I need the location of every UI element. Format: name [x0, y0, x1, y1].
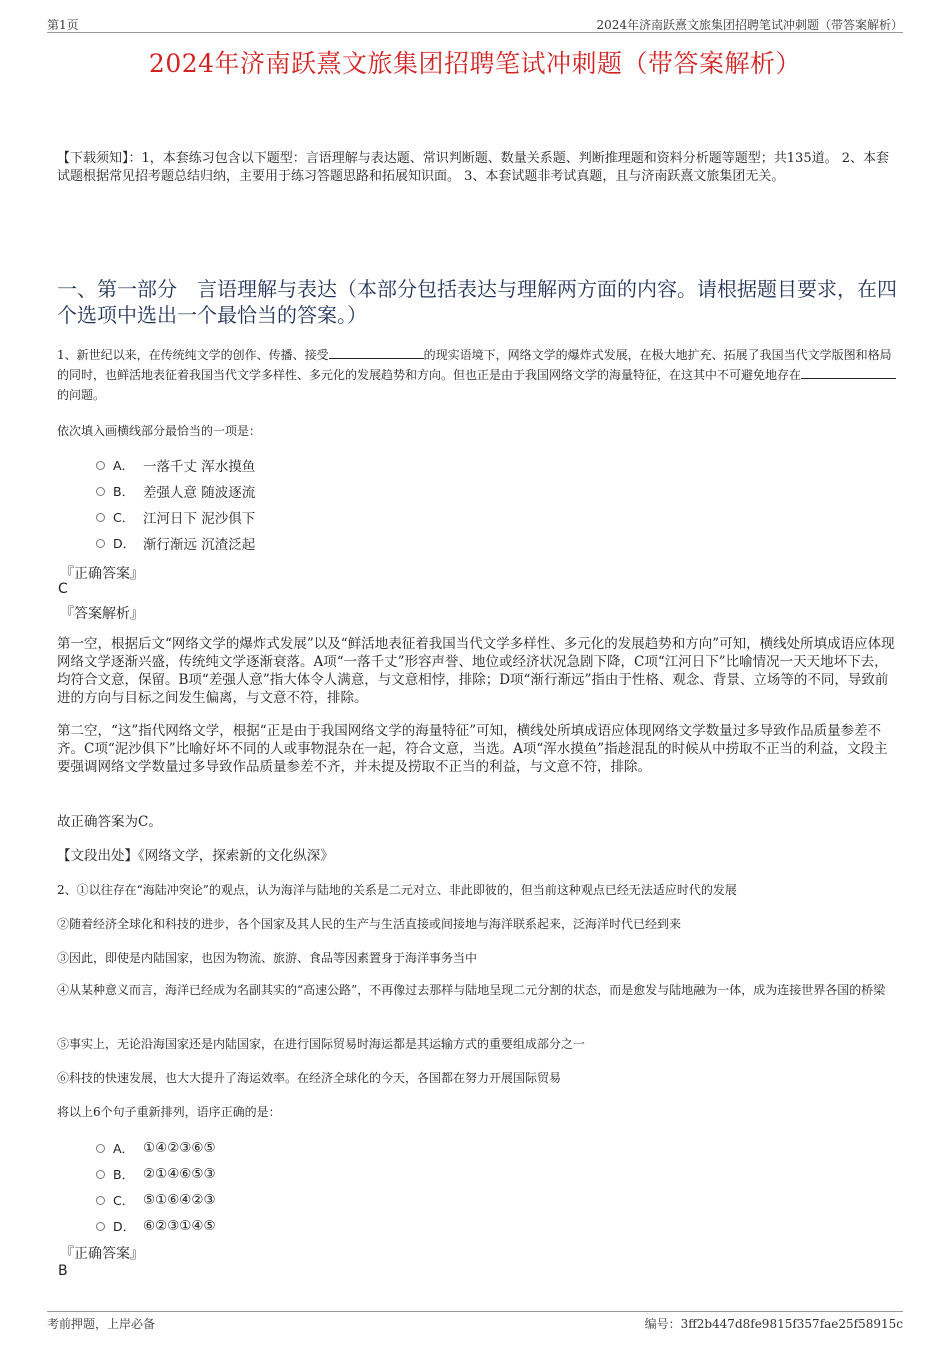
option-label: A．	[113, 458, 135, 473]
option-d[interactable]	[96, 1213, 216, 1239]
question-2-options	[96, 1135, 216, 1239]
question-2-sentence-1: 2、①以往存在“海陆冲突论”的观点，认为海洋与陆地的关系是二元对立、非此即彼的，但当前这种观点已经无法适应时代的发展	[57, 883, 737, 897]
option-label: B．	[113, 1167, 135, 1182]
question-1-prompt: 依次填入画横线部分最恰当的一项是：	[57, 424, 262, 438]
question-1-options	[96, 452, 255, 556]
footer-slogan: 考前押题，上岸必备	[47, 1317, 156, 1331]
option-label: B．	[113, 484, 135, 499]
fill-blank-2	[801, 366, 896, 379]
document-title: 2024年济南跃熹文旅集团招聘笔试冲刺题（带答案解析）	[148, 49, 802, 78]
option-a[interactable]	[96, 452, 255, 478]
option-text: 一落千丈 浑水摸鱼	[143, 459, 256, 475]
fill-blank-1	[329, 346, 424, 359]
footer-serial: 编号：3ff2b447d8fe9815f357fae25f58915c	[644, 1317, 903, 1331]
correct-answer-label: 『正确答案』	[60, 1246, 144, 1262]
option-label: C．	[113, 1193, 135, 1208]
question-2-sentence-5: ⑤事实上，无论沿海国家还是内陆国家，在进行国际贸易时海运都是其运输方式的重要组成部分之一	[57, 1037, 586, 1051]
header-doc-title: 2024年济南跃熹文旅集团招聘笔试冲刺题（带答案解析）	[596, 18, 903, 32]
question-2-sentence-2: ②随着经济全球化和科技的进步，各个国家及其人民的生产与生活直接或间接地与海洋联系起来，泛海洋时代已经到来	[57, 917, 682, 931]
correct-answer: C	[58, 581, 68, 597]
radio-icon[interactable]	[96, 539, 105, 548]
option-c[interactable]	[96, 504, 255, 530]
option-text: ②①④⑥⑤③	[143, 1166, 216, 1182]
option-label: D．	[113, 1219, 136, 1234]
correct-answer: B	[58, 1263, 68, 1279]
radio-icon[interactable]	[96, 513, 105, 522]
radio-icon[interactable]	[96, 1144, 105, 1153]
option-b[interactable]	[96, 478, 255, 504]
question-2-prompt: 将以上6个句子重新排列，语序正确的是：	[57, 1105, 281, 1119]
radio-icon[interactable]	[96, 1170, 105, 1179]
radio-icon[interactable]	[96, 487, 105, 496]
analysis-label: 『答案解析』	[60, 606, 144, 622]
option-text: ⑤①⑥④②③	[143, 1192, 216, 1208]
radio-icon[interactable]	[96, 1196, 105, 1205]
analysis-paragraph-2: 第二空，“这”指代网络文学，根据“正是由于我国网络文学的海量特征”可知，横线处所填成语应体现网络文学数量过多导致作品质量参差不齐。C项“泥沙俱下”比喻好坏不同的人或事物混杂在一起，符合文意，当选。A项“浑水摸鱼”指趁混乱的时候从中捞取不正当的利益，文段主要强调网络文学数量过多导致作品质量参差不齐，并未提及捞取不正当的利益，与文意不符，排除。	[57, 723, 888, 775]
option-text: 江河日下 泥沙俱下	[143, 511, 256, 527]
page-header	[47, 14, 903, 33]
option-text: 差强人意 随波逐流	[143, 485, 256, 501]
option-a[interactable]	[96, 1135, 216, 1161]
radio-icon[interactable]	[96, 1222, 105, 1231]
question-1-text-c: 的问题。	[57, 388, 106, 402]
page-footer	[47, 1311, 903, 1331]
option-label: C．	[113, 510, 135, 525]
passage-source: 【文段出处】《网络文学，探索新的文化纵深》	[57, 848, 334, 864]
question-2-sentence-3: ③因此，即使是内陆国家，也因为物流、旅游、食品等因素置身于海洋事务当中	[57, 951, 478, 965]
question-2-sentence-4: ④从某种意义而言，海洋已经成为名副其实的“高速公路”，不再像过去那样与陆地呈现二元分割的状态，而是愈发与陆地融为一体，成为连接世界各国的桥梁	[57, 983, 886, 997]
analysis-conclusion: 故正确答案为C。	[57, 814, 162, 830]
option-b[interactable]	[96, 1161, 216, 1187]
analysis-paragraph-1: 第一空，根据后文“网络文学的爆炸式发展”以及“鲜活地表征着我国当代文学多样性、多元化的发展趋势和方向”可知，横线处所填成语应体现网络文学逐渐兴盛，传统纯文学逐渐衰落。A项“一落千丈”形容声誉、地位或经济状况急剧下降，C项“江河日下”比喻情况一天天地坏下去，均符合文意，保留。B项“差强人意”指大体令人满意，与文意相悖，排除；D项“渐行渐远”指由于性格、观念、背景、立场等的不同，导致前进的方向与目标之间发生偏离，与文意不符，排除。	[57, 636, 895, 706]
section-title: 一、第一部分 言语理解与表达（本部分包括表达与理解两方面的内容。请根据题目要求，在四个选项中选出一个最恰当的答案。）	[57, 277, 897, 327]
page-number: 第1页	[47, 18, 79, 32]
option-text: ①④②③⑥⑤	[143, 1140, 216, 1156]
radio-icon[interactable]	[96, 461, 105, 470]
option-text: 渐行渐远 沉渣泛起	[143, 537, 256, 553]
option-c[interactable]	[96, 1187, 216, 1213]
option-label: A．	[113, 1141, 135, 1156]
option-text: ⑥②③①④⑤	[143, 1218, 216, 1234]
question-1-text-a: 1、新世纪以来，在传统纯文学的创作、传播、接受	[57, 348, 329, 362]
question-1-text-b: 的现实语境下，网络文学的爆炸式发展，在极大地扩充、拓展了我国当代文学版图和格局的同时，也鲜活地表征着我国当代文学多样性、多元化的发展趋势和方向。但也正是由于我国网络文学的海量特征，在这其中不可避免地存在	[57, 348, 892, 382]
option-d[interactable]	[96, 530, 255, 556]
download-notice: 【下载须知】：1，本套练习包含以下题型：言语理解与表达题、常识判断题、数量关系题、判断推理题和资料分析题等题型；共135道。 2、本套试题根据常见招考题总结归纳，主要用于练习答题思路和拓展知识面。 3、本套试题非考试真题，且与济南跃熹文旅集团无关。	[57, 151, 889, 184]
correct-answer-label: 『正确答案』	[60, 566, 144, 582]
question-1-stem	[57, 345, 899, 405]
question-2-sentence-6: ⑥科技的快速发展，也大大提升了海运效率。在经济全球化的今天，各国都在努力开展国际贸易	[57, 1071, 562, 1085]
option-label: D．	[113, 536, 136, 551]
